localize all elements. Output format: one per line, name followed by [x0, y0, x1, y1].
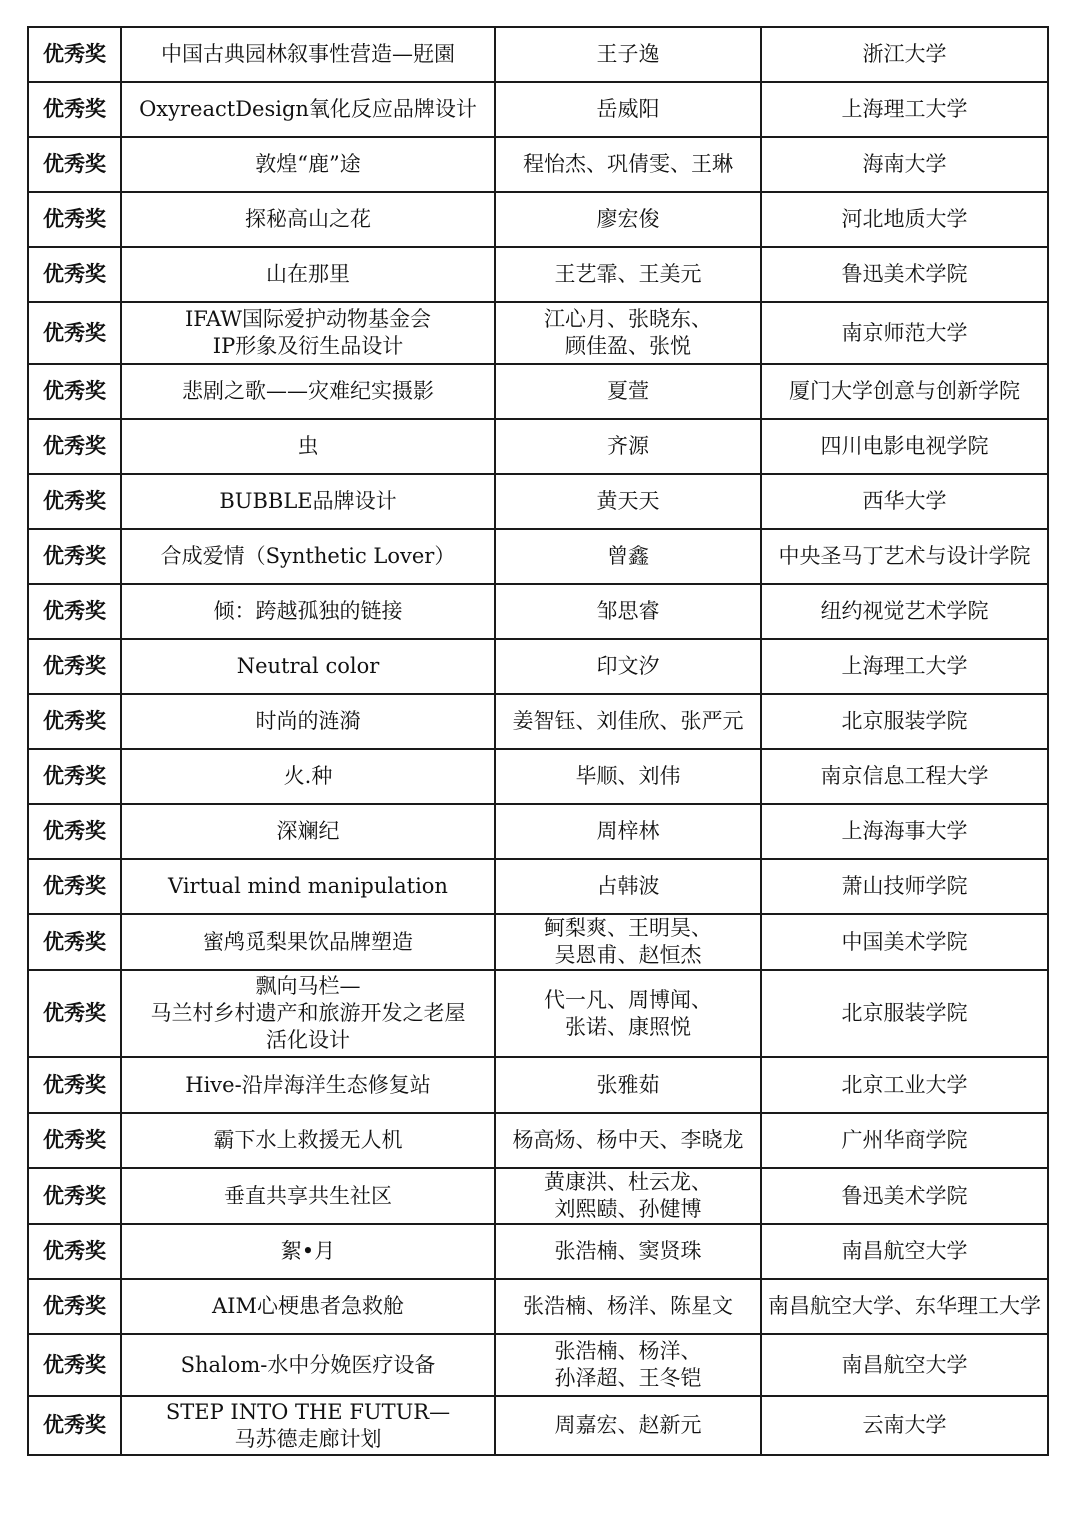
- school-cell: 海南大学: [761, 137, 1048, 192]
- work-cell: 霸下水上救援无人机: [121, 1113, 495, 1168]
- authors-cell: 黄天天: [495, 474, 761, 529]
- award-cell: 优秀奖: [28, 1168, 121, 1224]
- authors-cell: 夏萱: [495, 364, 761, 419]
- award-cell: 优秀奖: [28, 192, 121, 247]
- school-cell: 四川电影电视学院: [761, 419, 1048, 474]
- awards-sheet: [27, 26, 1047, 1456]
- award-cell: 优秀奖: [28, 364, 121, 419]
- award-cell: 优秀奖: [28, 694, 121, 749]
- authors-cell: 张浩楠、杨洋、陈星文: [495, 1279, 761, 1334]
- table-row: [28, 27, 1048, 82]
- table-row: [28, 1057, 1048, 1113]
- award-cell: 优秀奖: [28, 1224, 121, 1279]
- table-row: [28, 694, 1048, 749]
- work-cell: 蜜鸬觅梨果饮品牌塑造: [121, 914, 495, 970]
- authors-cell: 鲄梨爽、王明昊、 吴恩甫、赵恒杰: [495, 914, 761, 970]
- award-cell: 优秀奖: [28, 137, 121, 192]
- award-cell: 优秀奖: [28, 914, 121, 970]
- work-cell: 合成爱情（Synthetic Lover）: [121, 529, 495, 584]
- authors-cell: 江心月、张晓东、 顾佳盈、张悦: [495, 302, 761, 364]
- work-cell: Shalom-水中分娩医疗设备: [121, 1334, 495, 1396]
- work-cell: 虫: [121, 419, 495, 474]
- school-cell: 南昌航空大学、东华理工大学: [761, 1279, 1048, 1334]
- table-row: [28, 419, 1048, 474]
- school-cell: 鲁迅美术学院: [761, 1168, 1048, 1224]
- work-cell: 敦煌“鹿”途: [121, 137, 495, 192]
- table-row: [28, 192, 1048, 247]
- authors-cell: 印文汐: [495, 639, 761, 694]
- table-row: [28, 1396, 1048, 1455]
- authors-cell: 王艺霏、王美元: [495, 247, 761, 302]
- award-cell: 优秀奖: [28, 584, 121, 639]
- authors-cell: 张浩楠、窦贤珠: [495, 1224, 761, 1279]
- table-row: [28, 749, 1048, 804]
- table-row: [28, 970, 1048, 1057]
- awards-table: [27, 26, 1049, 1456]
- award-cell: 优秀奖: [28, 1396, 121, 1455]
- table-row: [28, 804, 1048, 859]
- work-cell: Hive-沿岸海洋生态修复站: [121, 1057, 495, 1113]
- work-cell: 探秘高山之花: [121, 192, 495, 247]
- authors-cell: 曾鑫: [495, 529, 761, 584]
- work-cell: OxyreactDesign氧化反应品牌设计: [121, 82, 495, 137]
- award-cell: 优秀奖: [28, 247, 121, 302]
- work-cell: 絮•月: [121, 1224, 495, 1279]
- table-row: [28, 364, 1048, 419]
- school-cell: 北京工业大学: [761, 1057, 1048, 1113]
- award-cell: 优秀奖: [28, 1113, 121, 1168]
- work-cell: Virtual mind manipulation: [121, 859, 495, 914]
- table-row: [28, 302, 1048, 364]
- work-cell: 山在那里: [121, 247, 495, 302]
- table-row: [28, 914, 1048, 970]
- school-cell: 云南大学: [761, 1396, 1048, 1455]
- authors-cell: 毕顺、刘伟: [495, 749, 761, 804]
- authors-cell: 周梓林: [495, 804, 761, 859]
- work-cell: 垂直共享共生社区: [121, 1168, 495, 1224]
- school-cell: 纽约视觉艺术学院: [761, 584, 1048, 639]
- work-cell: 中国古典园林叙事性营造—覎園: [121, 27, 495, 82]
- work-cell: IFAW国际爱护动物基金会 IP形象及衍生品设计: [121, 302, 495, 364]
- school-cell: 南京师范大学: [761, 302, 1048, 364]
- authors-cell: 廖宏俊: [495, 192, 761, 247]
- award-cell: 优秀奖: [28, 1279, 121, 1334]
- table-row: [28, 1334, 1048, 1396]
- school-cell: 南昌航空大学: [761, 1334, 1048, 1396]
- award-cell: 优秀奖: [28, 970, 121, 1057]
- work-cell: Neutral color: [121, 639, 495, 694]
- authors-cell: 张雅茹: [495, 1057, 761, 1113]
- table-row: [28, 1224, 1048, 1279]
- authors-cell: 张浩楠、杨洋、 孙泽超、王冬铠: [495, 1334, 761, 1396]
- school-cell: 中央圣马丁艺术与设计学院: [761, 529, 1048, 584]
- table-row: [28, 529, 1048, 584]
- authors-cell: 黄康洪、杜云龙、 刘熙赜、孙健博: [495, 1168, 761, 1224]
- school-cell: 厦门大学创意与创新学院: [761, 364, 1048, 419]
- school-cell: 南昌航空大学: [761, 1224, 1048, 1279]
- table-row: [28, 859, 1048, 914]
- table-row: [28, 474, 1048, 529]
- authors-cell: 占韩波: [495, 859, 761, 914]
- work-cell: 深斓纪: [121, 804, 495, 859]
- work-cell: STEP INTO THE FUTUR— 马苏德走廊计划: [121, 1396, 495, 1455]
- award-cell: 优秀奖: [28, 804, 121, 859]
- award-cell: 优秀奖: [28, 302, 121, 364]
- school-cell: 萧山技师学院: [761, 859, 1048, 914]
- school-cell: 南京信息工程大学: [761, 749, 1048, 804]
- authors-cell: 周嘉宏、赵新元: [495, 1396, 761, 1455]
- award-cell: 优秀奖: [28, 749, 121, 804]
- authors-cell: 姜智钰、刘佳欣、张严元: [495, 694, 761, 749]
- awards-table-body: [28, 27, 1048, 1455]
- work-cell: 时尚的涟漪: [121, 694, 495, 749]
- school-cell: 中国美术学院: [761, 914, 1048, 970]
- table-row: [28, 1279, 1048, 1334]
- authors-cell: 岳威阳: [495, 82, 761, 137]
- work-cell: 飘向马栏— 马兰村乡村遗产和旅游开发之老屋 活化设计: [121, 970, 495, 1057]
- award-cell: 优秀奖: [28, 859, 121, 914]
- table-row: [28, 137, 1048, 192]
- award-cell: 优秀奖: [28, 474, 121, 529]
- work-cell: 火.种: [121, 749, 495, 804]
- work-cell: BUBBLE品牌设计: [121, 474, 495, 529]
- school-cell: 北京服装学院: [761, 694, 1048, 749]
- authors-cell: 齐源: [495, 419, 761, 474]
- school-cell: 河北地质大学: [761, 192, 1048, 247]
- award-cell: 优秀奖: [28, 419, 121, 474]
- table-row: [28, 247, 1048, 302]
- authors-cell: 程怡杰、巩倩雯、王琳: [495, 137, 761, 192]
- work-cell: 倾：跨越孤独的链接: [121, 584, 495, 639]
- work-cell: 悲剧之歌——灾难纪实摄影: [121, 364, 495, 419]
- authors-cell: 代一凡、周博闻、 张诺、康照悦: [495, 970, 761, 1057]
- award-cell: 优秀奖: [28, 639, 121, 694]
- school-cell: 鲁迅美术学院: [761, 247, 1048, 302]
- table-row: [28, 1168, 1048, 1224]
- table-row: [28, 1113, 1048, 1168]
- school-cell: 上海海事大学: [761, 804, 1048, 859]
- school-cell: 上海理工大学: [761, 82, 1048, 137]
- authors-cell: 杨高炀、杨中天、李晓龙: [495, 1113, 761, 1168]
- table-row: [28, 639, 1048, 694]
- award-cell: 优秀奖: [28, 1057, 121, 1113]
- award-cell: 优秀奖: [28, 1334, 121, 1396]
- authors-cell: 王子逸: [495, 27, 761, 82]
- award-cell: 优秀奖: [28, 27, 121, 82]
- school-cell: 上海理工大学: [761, 639, 1048, 694]
- school-cell: 西华大学: [761, 474, 1048, 529]
- school-cell: 浙江大学: [761, 27, 1048, 82]
- table-row: [28, 584, 1048, 639]
- award-cell: 优秀奖: [28, 82, 121, 137]
- school-cell: 北京服装学院: [761, 970, 1048, 1057]
- work-cell: AIM心梗患者急救舱: [121, 1279, 495, 1334]
- school-cell: 广州华商学院: [761, 1113, 1048, 1168]
- authors-cell: 邹思睿: [495, 584, 761, 639]
- table-row: [28, 82, 1048, 137]
- award-cell: 优秀奖: [28, 529, 121, 584]
